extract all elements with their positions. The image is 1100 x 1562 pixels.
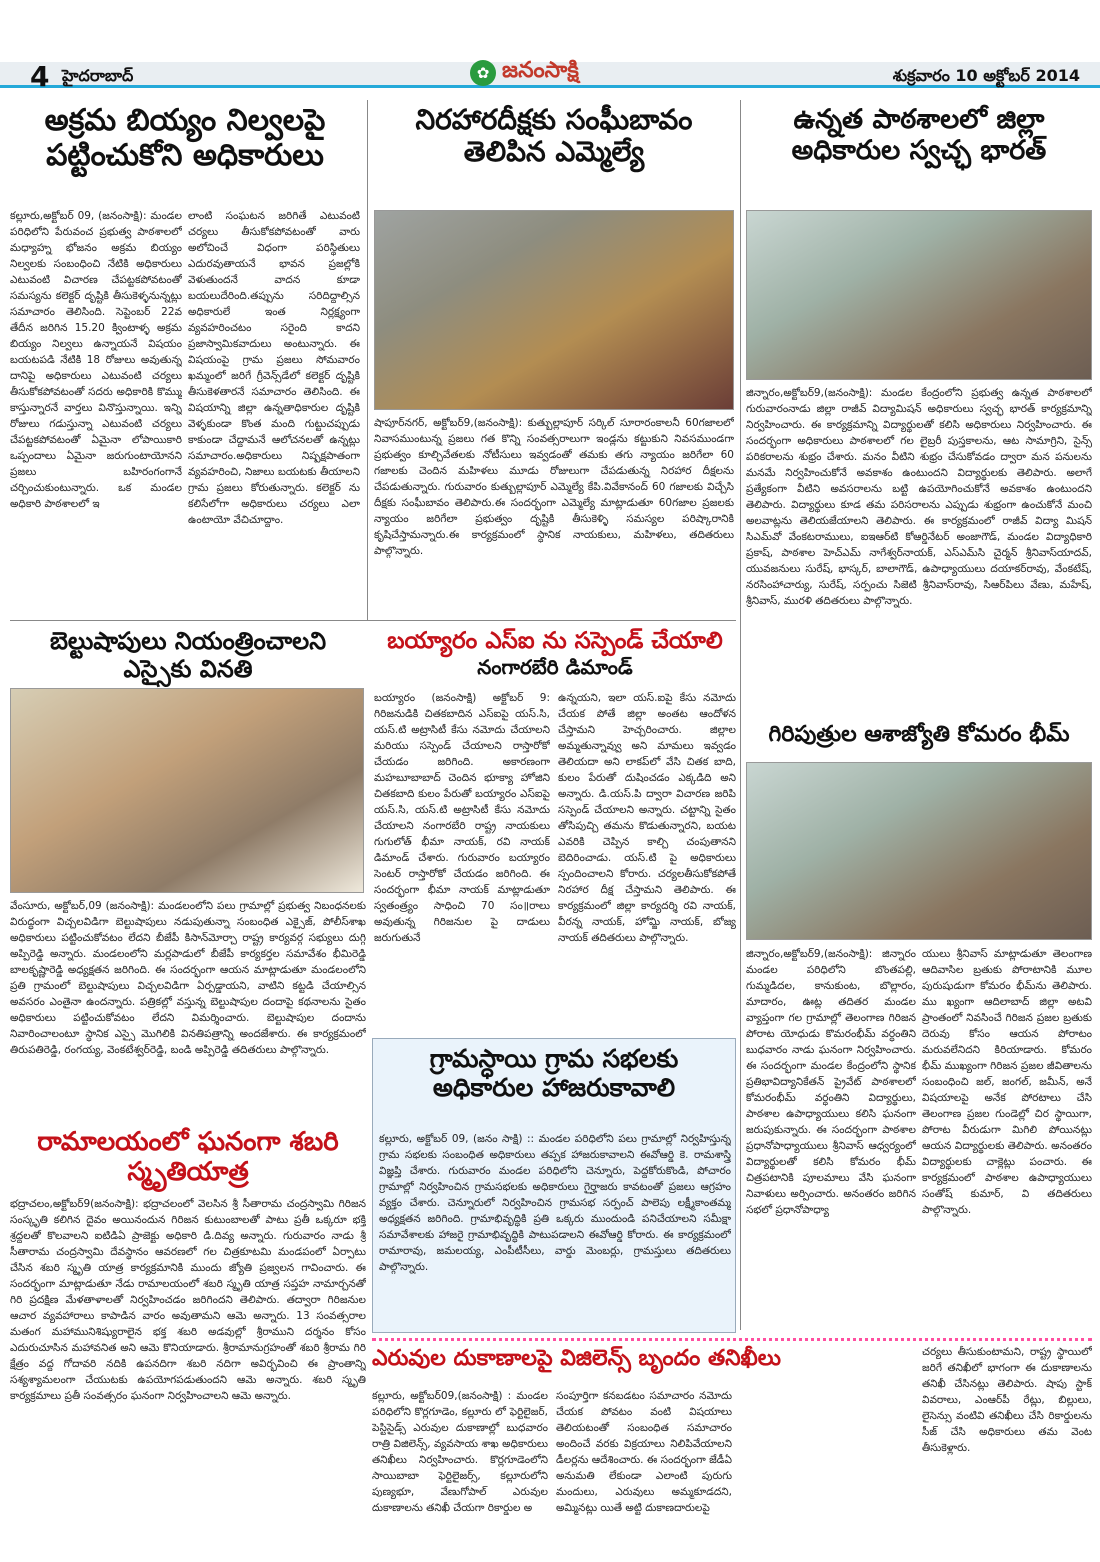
story5-headline: బయ్యారం ఎస్ఐ ను సస్పెండ్ చేయాలి [387, 628, 723, 654]
story8-headline-line2: అధికారుల హాజరుకావాలి [432, 1072, 676, 1102]
story3-body: జిన్నారం,అక్టోబర్9,(జనంసాక్షి): మండల కేంద్రంలోని ప్రభుత్వ ఉన్నత పాఠశాలలో గురువారంనాడు జిల్లా రాజీవ్ విద్యామిషన్ అధికారులు స్వచ్ఛ భారత్ కార్యక్రమాన్ని నిర్వహించారు. ఈ కార్యక్రమాన్ని విద్యార్థులతో కలిసి అధికారులు నిర్వహించారు. ఈ సందర్భంగా అధికారులు పాఠశాలలో గల లైబ్రరీ పుస్తకాలను, ఆట సామాగ్రిని, సైన్స్ పరికరాలను శుభ్రం చేశారు. మనం వీటిని శుభ్రం చేసుకోవడం ద్వారా మన పనులను మనమే నిర్వహించుకోనే అవకాశం ఉంటుందని విద్యార్థులకు తెలిపారు. అలాగే ప్రత్యేకంగా వీటిని అవసరాలను బట్టి ఉపయోగించుకోనే అవకాశం ఉంటుందని తెలిపారు. విద్యార్థులు కూడ తమ పరిసరాలను ఎప్పుడు శుభ్రంగా ఉంచుకోనే మంచి అలవాట్లను తెలియజేయాలని తెలిపారు. ఈ కార్యక్రమంలో రాజీవ్ విద్యా మిషన్ సిఎమ్‌వో వేంకటరాములు, ఐఇఆర్‌టి కోఆర్డినేటర్ అంజాగౌడ్, మండల విద్యాధికారి ప్రకాష్, పాఠశాల హెచ్‌ఎమ్ నాగేశ్వర్‌నాయక్, ఎస్‌ఎమ్‌సి చైర్మన్ శ్రీనివాస్‌యాదవ్, యువజనులు సురేష్, భాస్కర్, బాలాగౌడ్, ఉపాధ్యాయులు దయాకర్‌రావు, వేంకటేష్, నరసింహాచార్యు, సురేష్, సర్పంచు సిజెటి శ్రీనివాస్‌రావు, సిఆర్‌పిలు వేణు, మహేష్, శ్రీనివాస్, మురళి తదితరులు పాల్గొన్నారు. [746, 387, 1092, 607]
story6-body-col1: జిన్నారం,అక్టోబర్9,(జనంసాక్షి): జిన్నారం మండల పరిధిలోని బొంతపల్లి, గుమ్మడిదల, కానుకుంట, బొల్లారం, మాదారం, ఊట్ల తదితర మండల వ్యాప్తంగా గల గ్రామాల్లో తెలంగాణ గిరిజన పోరాట యోధుడు కొమరంభీమ్ వర్ధంతిని బుధవారం నాడు ఘనంగా నిర్వహించారు. ఈ సందర్భంగా మండల కేంద్రంలోని స్థానిక ప్రతిభావిద్యానికేతన్ ప్రైవేట్ పాఠశాలలో కోమరంభీమ్ వర్ధంతిని విద్యార్థులు, పాఠశాల ఉపాధ్యాయులు కలిసి ఘనంగా జరుపుకున్నారు. ఈ సందర్భంగా పాఠశాల ప్రధానోపాధ్యాయులు శ్రీనివాస్ ఆధ్వర్యంలో విద్యార్థులతో కలిసి కోమరం భీమ్ చిత్రపటానికి పూలమాలు వేసి ఘనంగా నివాళులు అర్పించారు. అనంతరం జరిగిన సభలో ప్రధానోపాధ్యా [746, 948, 916, 1216]
story8-headline-line1: గ్రామస్ధాయి గ్రామ సభలకు [429, 1044, 679, 1073]
masthead-title: జనంసాక్షి [502, 58, 579, 83]
story9-body-col3: చర్యలు తీసుకుంటామని, రాష్ట్ర స్థాయిలో జరిగే తనిఖీలో భాగంగా ఈ దుకాణాలను తనిఖీ చేసినట్లు తెలిపారు. షాపు స్టాక్ వివరాలు, ఎంఆర్‌పీ రేట్లు, బిల్లులు, లైసెన్సు వంటివి తనిఖీలు చేసి రికార్డులను సీజ్ చేసి అధికారులు తమ వెంట తీసుకెళ్లారు. [922, 1346, 1092, 1454]
story5-body-col2: ఉన్నయని, ఇలా యస్.ఐపై కేసు నమోదు చేయక పోతే జిల్లా అంతట ఆందోళన చేస్తామని హెచ్చరించారు. జిల్లాల అమ్మతున్నావ్వు అని మామలు ఇవ్వడం తెలియదా అని లాకప్‌లో వేసి చితక బాది, కులం పేరుతో దుషించడం ఎక్కడిది అని అన్నారు. డి.యస్.పి ద్వారా విచారణ జరిపి సస్పెండ్ చేయాలని అన్నారు. చట్టాన్ని సైతం తోసిపుచ్చి తమను కొడుతున్నారని, బయట ఎవరికి చెప్పిన కాల్చి చంపుతానని బెదిరించాడు. యస్.టి పై అధికారులు స్పందించాలని కోరారు. చర్యలతీసుకోకపోతే నిరహార దీక్ష చేస్తామని తెలిపారు. ఈ కార్యక్రమంలో జిల్లా కార్యదర్శి రవి నాయక్, వీరన్న నాయక్, హోమ్జి నాయక్, బోజ్య నాయక్ తదితరులు పాల్గొన్నారు. [558, 692, 736, 944]
leaf-logo-icon: ✿ [470, 60, 496, 86]
story2-headline-line2: తెలిపిన ఎమ్మెల్యే [463, 135, 645, 169]
story7-headline-line2: స్మృతియాత్ర [127, 1156, 249, 1187]
story7-body: భద్రాచలం,అక్టోబర్9(జనంసాక్షి): భద్రాచలంలో వెలసిన శ్రీ సీతారామ చంద్రస్వామి గిరిజన సంస్కృతి కలిగిన దైవం అయినందున గిరిజన కుటుంబాలతో పాటు ప్రతీ ఒక్కరూ భక్తి శ్రద్దలతో కొలవాలని ఐటిడిఏ ప్రాజెక్టు అధికారి డి.దివ్య అన్నారు. గురువారం నాడు శ్రీ సీతారామ చంద్రస్వామి దేవస్థానం ఆవరణలో గల చిత్రకూటమి మండపంలో ఏర్పాటు చేసిన శబరి స్మృతి యాత్ర కార్యక్రమానికి ముందు జ్యోతి ప్రజ్వలన గావించారు. ఈ సందర్భంగా మాట్లాడుతూ నేడు రామాలయంలో శబరి స్మృతి యాత్ర సప్తహ నామార్చనతో గిరి ప్రదక్షిణ మేళతాళాలతో నిర్వహించడం జరిగిందని తెలిపారు. తద్వారా గిరిజనుల ఆచార వ్యవహారాలు కాపాడిన వారం అవుతామని ఆమె అన్నారు. 13 సంవత్సరాల మతంగ మహామునిశిష్యురాలైన భక్త శబరి అడవుల్లో శ్రీరాముని దర్శనం కోసం ఎదురుచూసిన మహావనిత అని ఆమె కొనియాడారు. శ్రీరామానుగ్రహంతో శబరి శ్రీరామ గిరి క్షేత్రం వద్ద గోదావరి నదికి ఉపనదిగా శబరి నదిగా అవిర్భవించి ఈ ప్రాంతాన్ని సశ్యశ్యామలంగా చేయుటకు ఉపయోగపడుతుందని ఆమె అన్నారు. శబరి స్మృతి కార్యక్రమాలు ప్రతీ సంవత్సరం ఘనంగా నిర్వహించాలని ఆమె అన్నారు. [10, 1198, 366, 1402]
story5-subhead: నంగారబేరి డిమాండ్ [477, 655, 633, 679]
story3-headline-line2: అధికారుల స్వచ్ఛ భారత్ [791, 135, 1047, 167]
story4-headline-line2: ఎస్సైకు వినతి [123, 654, 253, 683]
story3-headline-line1: ఉన్నత పాఠశాలలో జిల్లా [793, 104, 1045, 135]
story2-caption: షాపూర్‌నగర్, అక్టోబర్9,(జనంసాక్షి): కుత్బుల్లాపూర్ సర్కిల్ సూరారంకాలనీ 60గజాలలో నివాసముంటున్న ప్రజలు గత కొన్ని సంవత్సరాలుగా ఇండ్లను కట్టుకుని నివసముండగా ప్రభుత్వం కూల్చివేతలకు నోటీసులు ఇవ్వడంతో తమకు తగు న్యాయం జరిగేలా 60 గజాలకు చెందిన మహిళలు మూడు రోజులుగా చేపడుతున్న నిరహార దీక్షలను చేపడుతున్నారు. గురువారం కుత్బుల్లాపూర్ ఎమ్మెల్యే కేపి.వివేకానంద్ 60 గజాలకు విచ్చేసి దీక్షకు సంఘీబావం తెలిపారు.ఈ సందర్భంగా ఎమ్మెల్యే మాట్లాడుతూ 60గజాల ప్రజలకు న్యాయం జరిగేలా ప్రభుత్వం దృష్టికి తీసుకెళ్ళి సమస్యల పరిష్కారానికి కృషిచేస్తామన్నారు.ఈ కార్యక్రమంలో స్ధానిక నాయకులు, మహిళలు, తదితరులు పాల్గొన్నారు. [374, 417, 734, 557]
story4-body: వేంసూరు, అక్టోబర్,09 (జనంసాక్షి): మండలంలోని పలు గ్రామాల్లో ప్రభుత్వ నిబంధనలకు విరుద్ధంగా విచ్చలవిడిగా బెల్టుషాపులు నడుపుతున్నా సంబంధిత ఎక్సైజ్, పోలీస్‌శాఖ అధికారులు పట్టించుకోవటం లేదని బీజేపీ కిసాన్‌మోర్చా రాష్ట్ర కార్యవర్గ సభ్యులు దుగ్గి అప్పిరెడ్డి అన్నారు. మండలంలోని మర్లపాడులో బీజేపీ కార్యకర్తల సమావేశం భీమిరెడ్డి బాలకృష్ణారెడ్డి అధ్యక్షతన జరిగింది. ఈ సందర్భంగా ఆయన మాట్లాడుతూ మండలంలోని ప్రతి గ్రామంలో బెల్టుషాపులు విచ్చలవిడిగా ఏర్పడ్డాయని, వాటిని కట్టడి చేయాల్సిన అవసరం ఎంతైనా ఉందన్నారు. పత్రికల్లో వస్తున్న బెల్టుషాపుల దందాపై కథనాలను సైతం అధికారులు పట్టించుకోవటం లేదని విమర్శించారు. బెల్టుషాపుల దందాను నివారించాలంటూ స్ధానిక ఎస్సై మొగిలికి వినతిపత్రాన్ని అందజేశారు. ఈ కార్యక్రమంలో తిరుపతిరెడ్డి, రంగయ్య, వెంకటేశ్వర్‌రెడ్డి, బండి అప్పిరెడ్డి తదితరులు పాల్గొన్నారు. [10, 900, 366, 1056]
story1-body-col2: లాంటి సంఘటన జరిగితే ఎటువంటి చర్యలు తీసుకోకపోవటంతో వారు అలోచించే విధంగా పరిస్థితులు ఎదురవుతాయనే భావన ప్రజల్లోకి వెళుతుందనే వాదన కూడా బయలుదేరింది.తప్పును సరిదిద్దాల్సిన అధికారులే ఇంత నిర్లక్ష్యంగా వ్యవహరించటం సరైంది కాదని ప్రజాస్వామికవాదులు అంటున్నారు. ఈ విషయంపై గ్రామ ప్రజలు సోమవారం ఖమ్మంలో జరిగే గ్రీవెన్స్‌డేలో కలెక్టర్ దృష్టికి తీసుకెళతారనే సమాచారం తెలిసింది. ఈ విషయాన్ని జిల్లా ఉన్నతాధికారుల దృష్టికి వెళ్ళకుండా కొంత మంది గుట్టుచప్పుడు కాకుండా చేద్దామనే ఆలోచనలతో ఉన్నట్లు సమాచారం.అధికారులు నిష్పక్షపాతంగా వ్యవహరించి, నిజాలు బయటకు తీయాలని గ్రామ ప్రజలు కోరుతున్నారు. కలెక్టర్ ను కలిసేలోగా అధికారులు చర్యలు ఎలా ఉంటాయో వేచిచూద్దాం. [188, 210, 360, 526]
story9-body-col2: సంపూర్తిగా కనబడటం సమాచారం నమోదు చేయక పోవటం వంటి విషయాలు తెలియటంతో సంబంధిత సమాచారం అందించే వరకు విక్రయాలు నిలిపివేయాలని డీలర్లను ఆదేశించారు. ఈ సందర్భంగా జేడీఏ అనుమతి లేకుండా ఎలాంటి పురుగు మందులు, ఎరువులు అమ్మకూడదని, అమ్మినట్లు యితే అట్టి దుకాణదారులపై [556, 1390, 732, 1514]
story4-photo [10, 688, 364, 893]
story8-body: కల్లూరు, అక్టోబర్ 09, (జనం సాక్షి) :: మండల పరిధిలోని పలు గ్రామాల్లో నిర్వహిస్తున్న గ్రామ సభలకు సంబంధిత అధికారులు తప్పక హాజరుకావాలని ఈవోఆర్డి కె. రామశాస్త్రి విజ్ఞప్తి చేశారు. గురువారం మండల పరిధిలోని చెన్నూరు, పెద్దకోరుకొండి, పోచారం గ్రామాల్లో నిర్వహించిన గ్రామసభలకు అధికారులు గైర్హాజరు కావటంతో ప్రజలు ఆగ్రహం వ్యక్తం చేశారు. చెన్నూరులో నిర్వహించిన గ్రామసభ సర్పంచ్ పాలెపు లక్ష్మీకాంతమ్మ అధ్యక్షతన జరిగింది. గ్రామాభివృద్ధికి ప్రతి ఒక్కరు ముందుండి పనిచేయాలని సమీక్షా సమావేశాలకు హాజరై గ్రామాభివృద్ధికి పాటుపడాలని ఈవోఆర్డి కోరారు. ఈ కార్యక్రమంలో రామారావు, జమలయ్య, ఎంపీటీసీలు, వార్డు మెంబర్లు, గ్రామస్తులు తదితరులు పాల్గొన్నారు. [379, 1133, 731, 1273]
masthead [470, 56, 680, 90]
column-rule [367, 100, 368, 620]
issue-date: శుక్రవారం 10 అక్టోబర్ 2014 [892, 66, 1080, 85]
column-rule [740, 620, 741, 1330]
story9-body-col1: కల్లూరు, అక్టోబర్09,(జనంసాక్షి) : మండల పరిధిలోని కొర్లగూడెం, కల్లూరు లో ఫెర్టిలైజర్, పెస్టిసైడ్స్ ఎరువుల దుకాణాల్లో బుధవారం రాత్రి విజిలెన్స్, వ్యవసాయ శాఖ అధికారులు తనిఖీలు నిర్వహించారు. కొర్లగూడెంలోని సాయిబాబా ఫెర్టిలైజర్స్, కల్లూరులోని పుణ్యభూ, వేణుగోపాల్ ఎరువుల దుకాణాలను తనిఖీ చేయగా రికార్డుల అ [372, 1390, 548, 1514]
story9-headline: ఎరువుల దుకాణాలపై విజిలెన్స్ బృందం తనిఖీలు [372, 1346, 782, 1371]
page-number: 4 [30, 60, 50, 93]
story6-headline: గిరిపుత్రుల ఆశాజ్యోతి కోమరం భీమ్ [768, 722, 1070, 747]
story3-photo [746, 210, 1092, 380]
story8-box [372, 1038, 736, 1333]
story1-headline-line2: పట్టించుకోని అధికారులు [46, 137, 324, 173]
story2-photo [374, 210, 734, 410]
page-header [0, 0, 1100, 94]
dotted-rule [372, 1338, 1092, 1341]
story1-headline [10, 104, 360, 173]
story2-headline-line1: నిరహారదీక్షకు సంఘీబావం [415, 103, 693, 136]
story7-headline-line1: రామాలయంలో ఘనంగా శబరి [37, 1127, 339, 1157]
story3-headline [746, 104, 1092, 166]
column-rule [740, 100, 741, 620]
story4-headline [10, 628, 366, 683]
section-rule [10, 620, 736, 621]
story6-body-col2: యులు శ్రీనివాస్ మాట్లాడుతూ తెలంగాణ ఆదివాసిల బ్రతుకు పోరాటానికి మూల పురుషుడుగా కోమరం భీమ్‌ను తెలిపారు. ము ఖ్యంగా ఆదిలాబాద్ జిల్లా అటవి ప్రాంతంలో నివసించే గిరిజన ప్రజల బ్రతుకు దెరువు కోసం ఆయన పోరాటం మరువలేనిదని కిరియాడారు. కోమరం భీమ్ ముఖ్యంగా గిరిజన ప్రజల జీవితాలను సంబంధించి జల్, జంగల్, జమీన్, అనే విషయాలపై అనేక పోరటాలు చేసి తెలంగాణ ప్రజల గుండెల్లో చిర స్థాయిగా, పోరాట వీరుడుగా మిగిలి పోయినట్లు ఆయన విద్యార్థులకు తెలిపారు. అనంతరం విద్యార్థులకు చాక్లెట్లు పంచారు. ఈ కార్యక్రమంలో పాఠశాల ఉపాధ్యాయులు సంతోష్ కుమార్, వి తదితరులు పాల్గొన్నారు. [922, 948, 1092, 1216]
section-city: హైదరాబాద్ [62, 66, 134, 85]
story4-headline-line1: బెల్టుషాపులు నియంత్రించాలని [49, 627, 327, 655]
story8-headline [377, 1045, 731, 1103]
story5-body-col1: బయ్యారం (జనంసాక్షి) అక్టోబర్ 9: గిరిజనుడికి చితకబాదిన ఎస్ఐపై యస్.సి, యస్.టి అట్రాసిటీ కేసు నమోదు చేయాలని మరియు సస్పెండ్ చేయాలని రాస్తారోకో చేయడం జరిగింది. అకారణంగా మహబూబాబాద్ చెందిన భూక్యా హోజిని చితకబాది కులం పేరుతో బయ్యారం ఎస్ఐపై యస్.సి, యస్.టి అట్రాసిటీ కేసు నమోదు చేయాలని నంగారబేరి రాష్ట్ర నాయకులు గుగులోత్ భీమా నాయక్, రవి నాయక్ డిమాండ్ చేశారు. గురువారం బయ్యారం సెంటర్ రాస్తారోకో చేయడం జరిగింది. ఈ సందర్భంగా భీమా నాయక్ మాట్లాడుతూ స్వతంత్ర్యం సాధించి 70 సం॥రాలు అవుతున్న గిరిజనుల పై దాడులు జరుగుతునే [374, 692, 550, 944]
story2-headline [374, 104, 734, 168]
story1-body-col1: కల్లూరు,అక్టోబర్ 09, (జనంసాక్షి): మండల పరిధిలోని పేరువంచ ప్రభుత్వ పాఠశాలలో మధ్యాహ్న భోజనం అక్రమ బియ్యం నిల్వలకు సంబంధించి నేటికి అధికారులు ఎటువంటి విచారణ చేపట్టకపోవటంతో సమస్యను కలెక్టర్ దృష్టికి తీసుకెళ్ళనున్నట్లు సమాచారం తెలిసింది. సెప్టెంబర్ 22వ తేదీన జరిగిన 15.20 క్వింటాళ్ళ అక్రమ బియ్యం నిల్వలు ఉన్నాయనే విషయం బయటపడి నేటికి 18 రోజులు అవుతున్న దానిపై అధికారులు ఎటువంటి చర్యలు తీసుకోకపోవటంతో సదరు అధికారికి కొమ్ము కాస్తున్నారనే వార్తలు వినొస్తున్నాయి. ఇన్ని రోజులు గడుస్తున్నా ఎటువంటి చర్యలు చేపట్టకపోవటంతో ఏమైనా లోపాయికారి ఒప్పందాలు ఏమైనా జరుగుంటాయోనని ప్రజలు బహిరంగంగానే చర్చించుకుంటున్నారు. ఒక మండల అధికారి పాఠశాలలో ఇ [10, 210, 182, 510]
story6-photo [746, 762, 1092, 940]
story7-headline [10, 1128, 366, 1188]
story1-headline-line1: అక్రమ బియ్యం నిల్వలపై [44, 103, 326, 138]
